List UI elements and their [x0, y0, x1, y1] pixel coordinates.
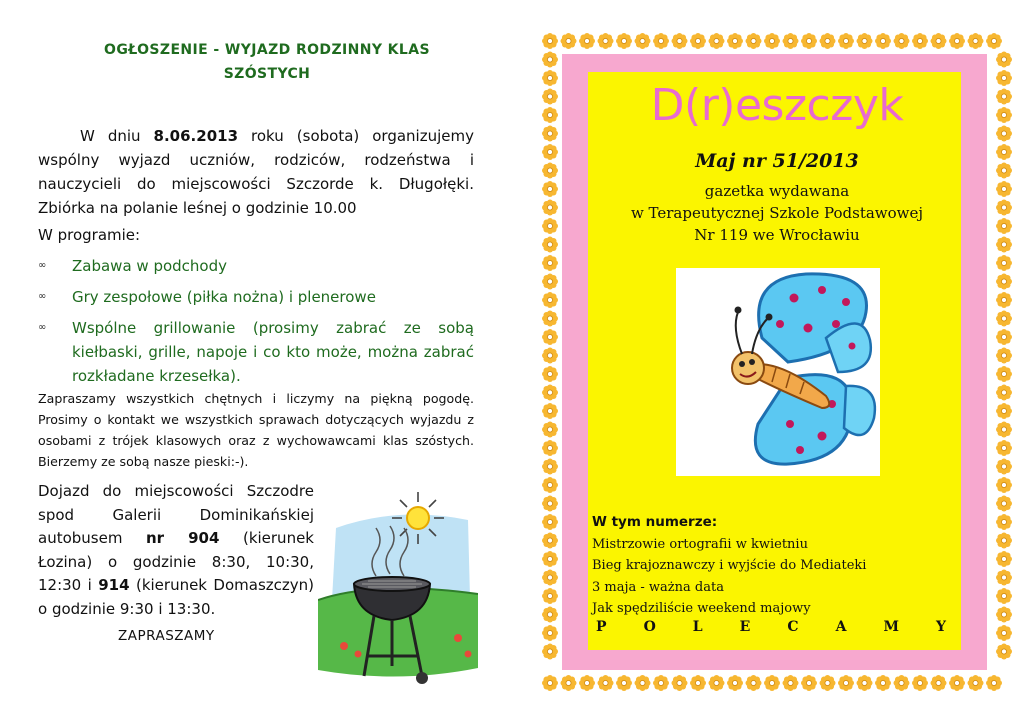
flower-icon	[931, 675, 947, 691]
flower-icon	[968, 675, 984, 691]
flower-icon	[635, 33, 651, 49]
flower-icon	[912, 675, 928, 691]
butterfly-illustration	[676, 268, 880, 476]
flower-icon	[542, 496, 558, 512]
flower-icon	[996, 570, 1012, 586]
flower-icon	[542, 366, 558, 382]
flower-icon	[542, 514, 558, 530]
flower-icon	[996, 403, 1012, 419]
list-item	[38, 254, 474, 278]
flower-icon	[542, 459, 558, 475]
flower-icon	[764, 33, 780, 49]
list-item	[38, 316, 474, 388]
flower-icon	[857, 675, 873, 691]
invite-text: ZAPRASZAMY	[118, 628, 215, 644]
newsletter-cover	[540, 30, 1014, 694]
program-label: W programie:	[38, 226, 141, 244]
polecamy-letter: A	[835, 619, 847, 635]
flower-icon	[875, 675, 891, 691]
infinity-bullet-icon: ∞	[38, 291, 47, 302]
flower-icon	[783, 33, 799, 49]
intro-date: 8.06.2013	[153, 127, 239, 145]
invitation-note: Zapraszamy wszystkich chętnych i liczymy na piękną pogodę. Prosimy o kontakt we wszystkich sprawach dotyczących wyjazdu z osobami z trójek klasowych oraz z wychowawcami klas szóstych. Bierzemy ze sobą nasze pieski:-).	[38, 391, 474, 469]
flower-icon	[542, 607, 558, 623]
flower-icon	[542, 385, 558, 401]
flower-icon	[857, 33, 873, 49]
publisher-info	[540, 180, 1014, 246]
flower-icon	[996, 329, 1012, 345]
flower-icon	[996, 311, 1012, 327]
flower-icon	[996, 348, 1012, 364]
flower-icon	[931, 33, 947, 49]
polecamy-letter: P	[596, 619, 607, 635]
flower-icon	[542, 329, 558, 345]
flower-icon	[542, 274, 558, 290]
infinity-bullet-icon: ∞	[38, 260, 47, 271]
contents-item: Jak spędziliście weekend majowy	[592, 601, 811, 616]
flower-icon	[709, 33, 725, 49]
flower-icon	[542, 52, 558, 68]
flower-icon	[542, 403, 558, 419]
flower-icon	[838, 675, 854, 691]
flower-icon	[598, 675, 614, 691]
flower-icon	[801, 675, 817, 691]
intro-rest: roku (sobota) organizujemy wspólny wyjazd uczniów, rodziców, rodzeństwa i nauczycieli do miejscowości Szczorde k. Długołęki. Zbiórka na polanie leśnej o godzinie 10.00	[38, 127, 474, 217]
flower-icon	[709, 675, 725, 691]
polecamy-letter: C	[787, 619, 799, 635]
polecamy-banner	[596, 619, 946, 635]
flower-icon	[579, 675, 595, 691]
flower-icon	[996, 422, 1012, 438]
issue-number: Maj nr 51/2013	[695, 150, 859, 172]
announcement-heading	[60, 38, 474, 86]
flower-icon	[542, 477, 558, 493]
flower-icon	[672, 675, 688, 691]
flower-icon	[875, 33, 891, 49]
list-item-text: Zabawa w podchody	[72, 257, 227, 275]
flower-icon	[561, 675, 577, 691]
flower-icon	[764, 675, 780, 691]
contents-heading: W tym numerze:	[592, 514, 718, 530]
flower-icon	[746, 675, 762, 691]
bus-text-2: (kierunek Łozina) o godzinie 8:30, 10:30, 12:30 i	[38, 529, 314, 594]
flower-icon	[542, 440, 558, 456]
publisher-line-1: gazetka wydawana	[704, 182, 850, 200]
flower-icon	[542, 33, 558, 49]
flower-icon	[996, 477, 1012, 493]
flower-icon	[542, 551, 558, 567]
flower-icon	[616, 675, 632, 691]
flower-icon	[653, 33, 669, 49]
flower-icon	[949, 33, 965, 49]
flower-icon	[542, 348, 558, 364]
flower-icon	[996, 533, 1012, 549]
polecamy-letter: E	[739, 619, 751, 635]
flower-icon	[542, 422, 558, 438]
flower-icon	[986, 33, 1002, 49]
flower-icon	[542, 588, 558, 604]
flower-icon	[996, 292, 1012, 308]
flower-icon	[820, 33, 836, 49]
flower-icon	[996, 52, 1012, 68]
bus-number-904: nr 904	[146, 529, 220, 547]
flower-icon	[949, 675, 965, 691]
flower-icon	[561, 33, 577, 49]
infinity-bullet-icon: ∞	[38, 322, 47, 333]
contents-item: Bieg krajoznawczy i wyjście do Mediateki	[592, 558, 867, 573]
flower-icon	[996, 385, 1012, 401]
flower-icon	[690, 675, 706, 691]
newsletter-title: D(r)eszczyk	[650, 80, 904, 131]
heading-line-2: SZÓSTYCH	[223, 66, 311, 82]
flower-icon	[996, 440, 1012, 456]
flower-icon	[542, 625, 558, 641]
flower-icon	[542, 292, 558, 308]
flower-icon	[996, 274, 1012, 290]
flower-icon	[996, 551, 1012, 567]
flower-icon	[727, 33, 743, 49]
polecamy-letter: M	[883, 619, 899, 635]
grill-illustration	[318, 488, 478, 688]
publisher-line-2: w Terapeutycznej Szkole Podstawowej	[630, 204, 924, 222]
flower-icon	[912, 33, 928, 49]
flower-icon	[616, 33, 632, 49]
butterfly-image	[676, 268, 880, 476]
flower-icon	[996, 644, 1012, 660]
flower-icon	[838, 33, 854, 49]
flower-icon	[542, 570, 558, 586]
bus-text-3: (kierunek Domaszczyn) o godzinie 9:30 i 13:30.	[38, 576, 314, 618]
flower-icon	[542, 533, 558, 549]
flower-icon	[996, 588, 1012, 604]
flower-icon	[996, 496, 1012, 512]
flower-icon	[996, 366, 1012, 382]
flower-icon	[598, 33, 614, 49]
flower-icon	[542, 255, 558, 271]
flower-icon	[542, 311, 558, 327]
flower-icon	[894, 33, 910, 49]
publisher-line-3: Nr 119 we Wrocławiu	[694, 226, 860, 244]
contents-item: 3 maja - ważna data	[592, 579, 724, 595]
flower-icon	[996, 607, 1012, 623]
flower-icon	[635, 675, 651, 691]
flower-icon	[996, 625, 1012, 641]
bus-directions	[38, 480, 314, 621]
bus-number-914: 914	[98, 576, 130, 594]
heading-line-1: OGŁOSZENIE - WYJAZD RODZINNY KLAS	[104, 42, 430, 58]
intro-paragraph	[38, 124, 474, 220]
list-item	[38, 285, 474, 309]
intro-prefix: W dniu	[80, 127, 154, 145]
flower-icon	[690, 33, 706, 49]
flower-icon	[820, 675, 836, 691]
flower-icon	[986, 675, 1002, 691]
contents-item: Mistrzowie ortografii w kwietniu	[592, 536, 808, 552]
polecamy-letter: L	[692, 619, 703, 635]
flower-icon	[968, 33, 984, 49]
flower-icon	[996, 514, 1012, 530]
flower-icon	[996, 459, 1012, 475]
flower-icon	[542, 675, 558, 691]
list-item-text: Wspólne grillowanie (prosimy zabrać ze sobą kiełbaski, grille, napoje i co kto może, można zabrać rozkładane krzesełka).	[72, 319, 474, 385]
flower-icon	[579, 33, 595, 49]
flower-icon	[746, 33, 762, 49]
polecamy-letter: Y	[936, 619, 946, 635]
list-item-text: Gry zespołowe (piłka nożna) i plenerowe	[72, 288, 376, 306]
flower-icon	[783, 675, 799, 691]
contents-list	[592, 512, 952, 620]
polecamy-letter: O	[643, 619, 656, 635]
flower-icon	[727, 675, 743, 691]
flower-icon	[894, 675, 910, 691]
flower-icon	[653, 675, 669, 691]
bus-text-1: Dojazd do miejscowości Szczodre spod Galerii Dominikańskiej autobusem	[38, 482, 314, 547]
flower-icon	[672, 33, 688, 49]
flower-icon	[542, 644, 558, 660]
flower-icon	[801, 33, 817, 49]
flower-icon	[996, 255, 1012, 271]
program-list	[38, 254, 474, 395]
